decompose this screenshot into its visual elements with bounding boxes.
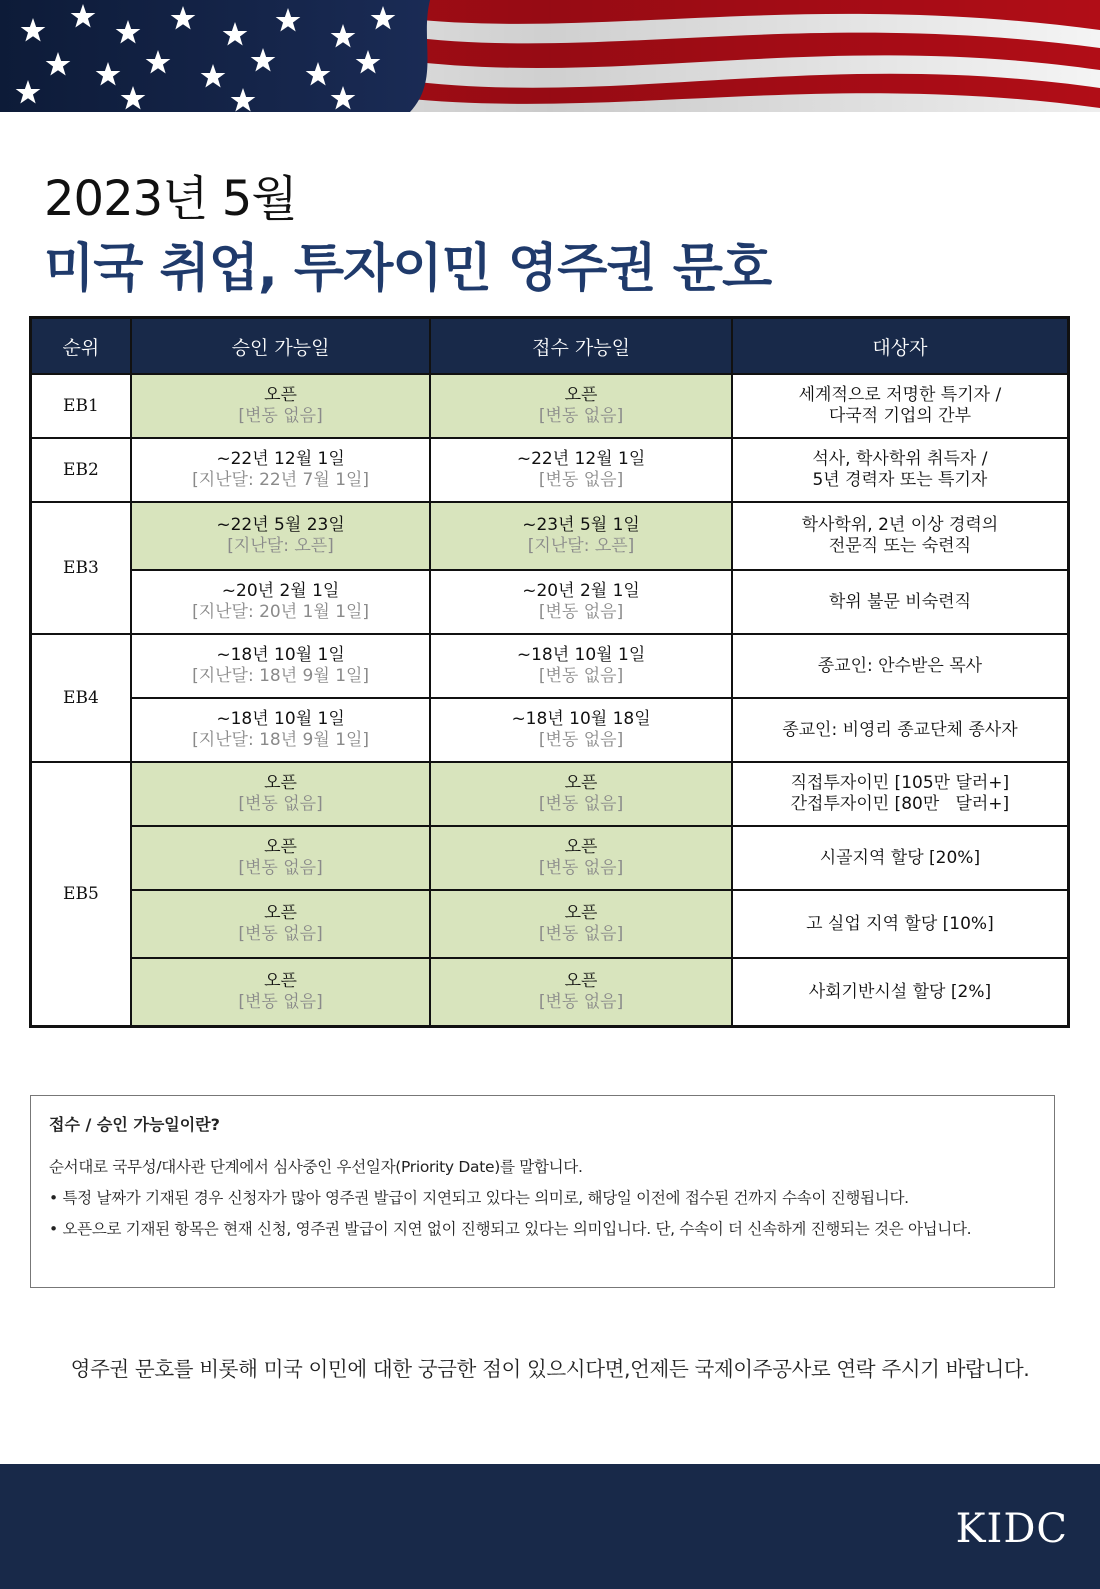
target-cell: [732, 762, 1069, 826]
rank-cell: EB2: [31, 438, 131, 502]
filing-previous: [변동 없음]: [538, 924, 624, 944]
filing-cell: [430, 502, 732, 570]
filing-previous: [변동 없음]: [538, 406, 624, 426]
table-row-eb5-infrastructure: [31, 958, 1069, 1027]
target-cell: [732, 698, 1069, 762]
filing-previous: [변동 없음]: [538, 858, 624, 878]
table-row-eb5-high-unemployment: [31, 890, 1069, 958]
rank-cell: EB4: [31, 634, 131, 762]
flag-banner: [0, 0, 1100, 112]
target-line: 고 실업 지역 할당 [10%]: [806, 913, 994, 934]
filing-previous: [변동 없음]: [538, 730, 624, 750]
approval-previous: [변동 없음]: [238, 406, 323, 426]
filing-previous: [변동 없음]: [538, 602, 624, 622]
approval-previous: [지난달: 18년 9월 1일]: [192, 666, 370, 686]
header-filing-date: 접수 가능일: [430, 318, 732, 375]
target-cell: [732, 890, 1069, 958]
target-cell: [732, 502, 1069, 570]
target-line: 사회기반시설 할당 [2%]: [808, 981, 992, 1002]
filing-date: ~20년 2월 1일: [522, 581, 640, 601]
approval-previous: [변동 없음]: [238, 992, 323, 1012]
filing-date: ~18년 10월 18일: [511, 709, 651, 729]
target-line: 다국적 기업의 간부: [828, 406, 971, 426]
approval-date: 오픈: [264, 903, 297, 923]
filing-cell: [430, 570, 732, 634]
filing-date: 오픈: [564, 903, 598, 923]
filing-cell: [430, 698, 732, 762]
footer-bar: [0, 1464, 1100, 1589]
filing-date: ~22년 12월 1일: [516, 449, 646, 469]
filing-cell: [430, 958, 732, 1027]
target-line: 종교인: 안수받은 목사: [817, 655, 983, 676]
visa-bulletin-table: [29, 316, 1070, 1028]
filing-cell: [430, 374, 732, 438]
filing-previous: [변동 없음]: [538, 992, 624, 1012]
approval-date: ~20년 2월 1일: [221, 581, 340, 601]
filing-previous: [지난달: 오픈]: [527, 536, 635, 556]
target-line: 직접투자이민 [105만 달러+]: [790, 773, 1010, 793]
header-approval-date: 승인 가능일: [131, 318, 430, 375]
filing-previous: [변동 없음]: [538, 470, 624, 490]
approval-cell: [131, 570, 430, 634]
kidc-logo: KIDC: [955, 1506, 1068, 1552]
header-target: 대상자: [732, 318, 1069, 375]
table-row-eb3-skilled: [31, 502, 1069, 570]
filing-date: 오픈: [564, 837, 598, 857]
approval-date: 오픈: [264, 773, 297, 793]
header-rank: 순위: [31, 318, 131, 375]
approval-cell: [131, 438, 430, 502]
target-cell: [732, 374, 1069, 438]
page-subtitle-date: 2023년 5월: [44, 171, 297, 227]
approval-cell: [131, 762, 430, 826]
page-title: 미국 취업, 투자이민 영주권 문호: [44, 239, 772, 299]
filing-date: ~23년 5월 1일: [522, 515, 640, 535]
approval-previous: [지난달: 22년 7월 1일]: [192, 470, 370, 490]
table-row-eb4-religious-worker: [31, 698, 1069, 762]
approval-date: ~18년 10월 1일: [216, 709, 345, 729]
rank-cell: EB3: [31, 502, 131, 634]
approval-cell: [131, 634, 430, 698]
target-line: 석사, 학사학위 취득자 /: [812, 449, 988, 469]
approval-cell: [131, 890, 430, 958]
info-box: [30, 1095, 1055, 1288]
table-row-eb4-minister: [31, 634, 1069, 698]
us-flag-image: [0, 0, 1100, 112]
filing-date: 오픈: [564, 773, 598, 793]
target-cell: [732, 634, 1069, 698]
approval-date: ~18년 10월 1일: [216, 645, 345, 665]
info-heading: 접수 / 승인 가능일이란?: [49, 1115, 220, 1134]
table-row-eb5-investor: [31, 762, 1069, 826]
rank-cell: EB5: [31, 762, 131, 1027]
table-row-eb1: [31, 374, 1069, 438]
target-line: 학위 불문 비숙련직: [828, 591, 971, 612]
approval-previous: [지난달: 오픈]: [227, 536, 334, 556]
filing-cell: [430, 438, 732, 502]
approval-cell: [131, 698, 430, 762]
target-line: 5년 경력자 또는 특기자: [812, 470, 988, 490]
approval-previous: [변동 없음]: [238, 924, 323, 944]
approval-previous: [변동 없음]: [238, 858, 323, 878]
info-bullet: • 오픈으로 기재된 항목은 현재 신청, 영주권 발급이 지연 없이 진행되고 있다는 의미입니다. 단, 수속이 더 신속하게 진행되는 것은 아닙니다.: [49, 1220, 972, 1238]
approval-cell: [131, 502, 430, 570]
table-row-eb3-unskilled: [31, 570, 1069, 634]
table-header-row: [31, 318, 1069, 375]
target-cell: [732, 570, 1069, 634]
target-cell: [732, 438, 1069, 502]
info-bullet: • 특정 날짜가 기재된 경우 신청자가 많아 영주권 발급이 지연되고 있다는 의미로, 해당일 이전에 접수된 건까지 수속이 진행됩니다.: [49, 1189, 909, 1207]
table-row-eb2: [31, 438, 1069, 502]
approval-previous: [변동 없음]: [238, 794, 323, 814]
approval-previous: [지난달: 18년 9월 1일]: [192, 730, 370, 750]
filing-cell: [430, 762, 732, 826]
info-line: 순서대로 국무성/대사관 단계에서 심사중인 우선일자(Priority Date)를 말합니다.: [49, 1158, 583, 1176]
approval-cell: [131, 958, 430, 1027]
filing-previous: [변동 없음]: [538, 794, 624, 814]
target-line: 학사학위, 2년 이상 경력의: [801, 515, 999, 535]
target-cell: [732, 826, 1069, 890]
rank-cell: EB1: [31, 374, 131, 438]
filing-cell: [430, 634, 732, 698]
target-line: 간접투자이민 [80만 달러+]: [790, 794, 1010, 814]
approval-cell: [131, 374, 430, 438]
target-line: 종교인: 비영리 종교단체 종사자: [782, 719, 1018, 740]
approval-cell: [131, 826, 430, 890]
filing-cell: [430, 890, 732, 958]
approval-date: 오픈: [264, 837, 297, 857]
table-row-eb5-rural: [31, 826, 1069, 890]
target-line: 세계적으로 저명한 특기자 /: [798, 385, 1002, 405]
target-cell: [732, 958, 1069, 1027]
approval-date: 오픈: [264, 971, 297, 991]
approval-date: ~22년 5월 23일: [216, 515, 345, 535]
filing-date: 오픈: [564, 385, 598, 405]
approval-previous: [지난달: 20년 1월 1일]: [192, 602, 370, 622]
target-line: 전문직 또는 숙련직: [828, 536, 971, 556]
target-line: 시골지역 할당 [20%]: [819, 847, 981, 868]
contact-message: 영주권 문호를 비롯해 미국 이민에 대한 궁금한 점이 있으시다면,언제든 국제이주공사로 연락 주시기 바랍니다.: [70, 1357, 1030, 1381]
filing-date: 오픈: [564, 971, 598, 991]
filing-previous: [변동 없음]: [538, 666, 624, 686]
approval-date: 오픈: [264, 385, 297, 405]
filing-date: ~18년 10월 1일: [516, 645, 646, 665]
filing-cell: [430, 826, 732, 890]
approval-date: ~22년 12월 1일: [216, 449, 345, 469]
